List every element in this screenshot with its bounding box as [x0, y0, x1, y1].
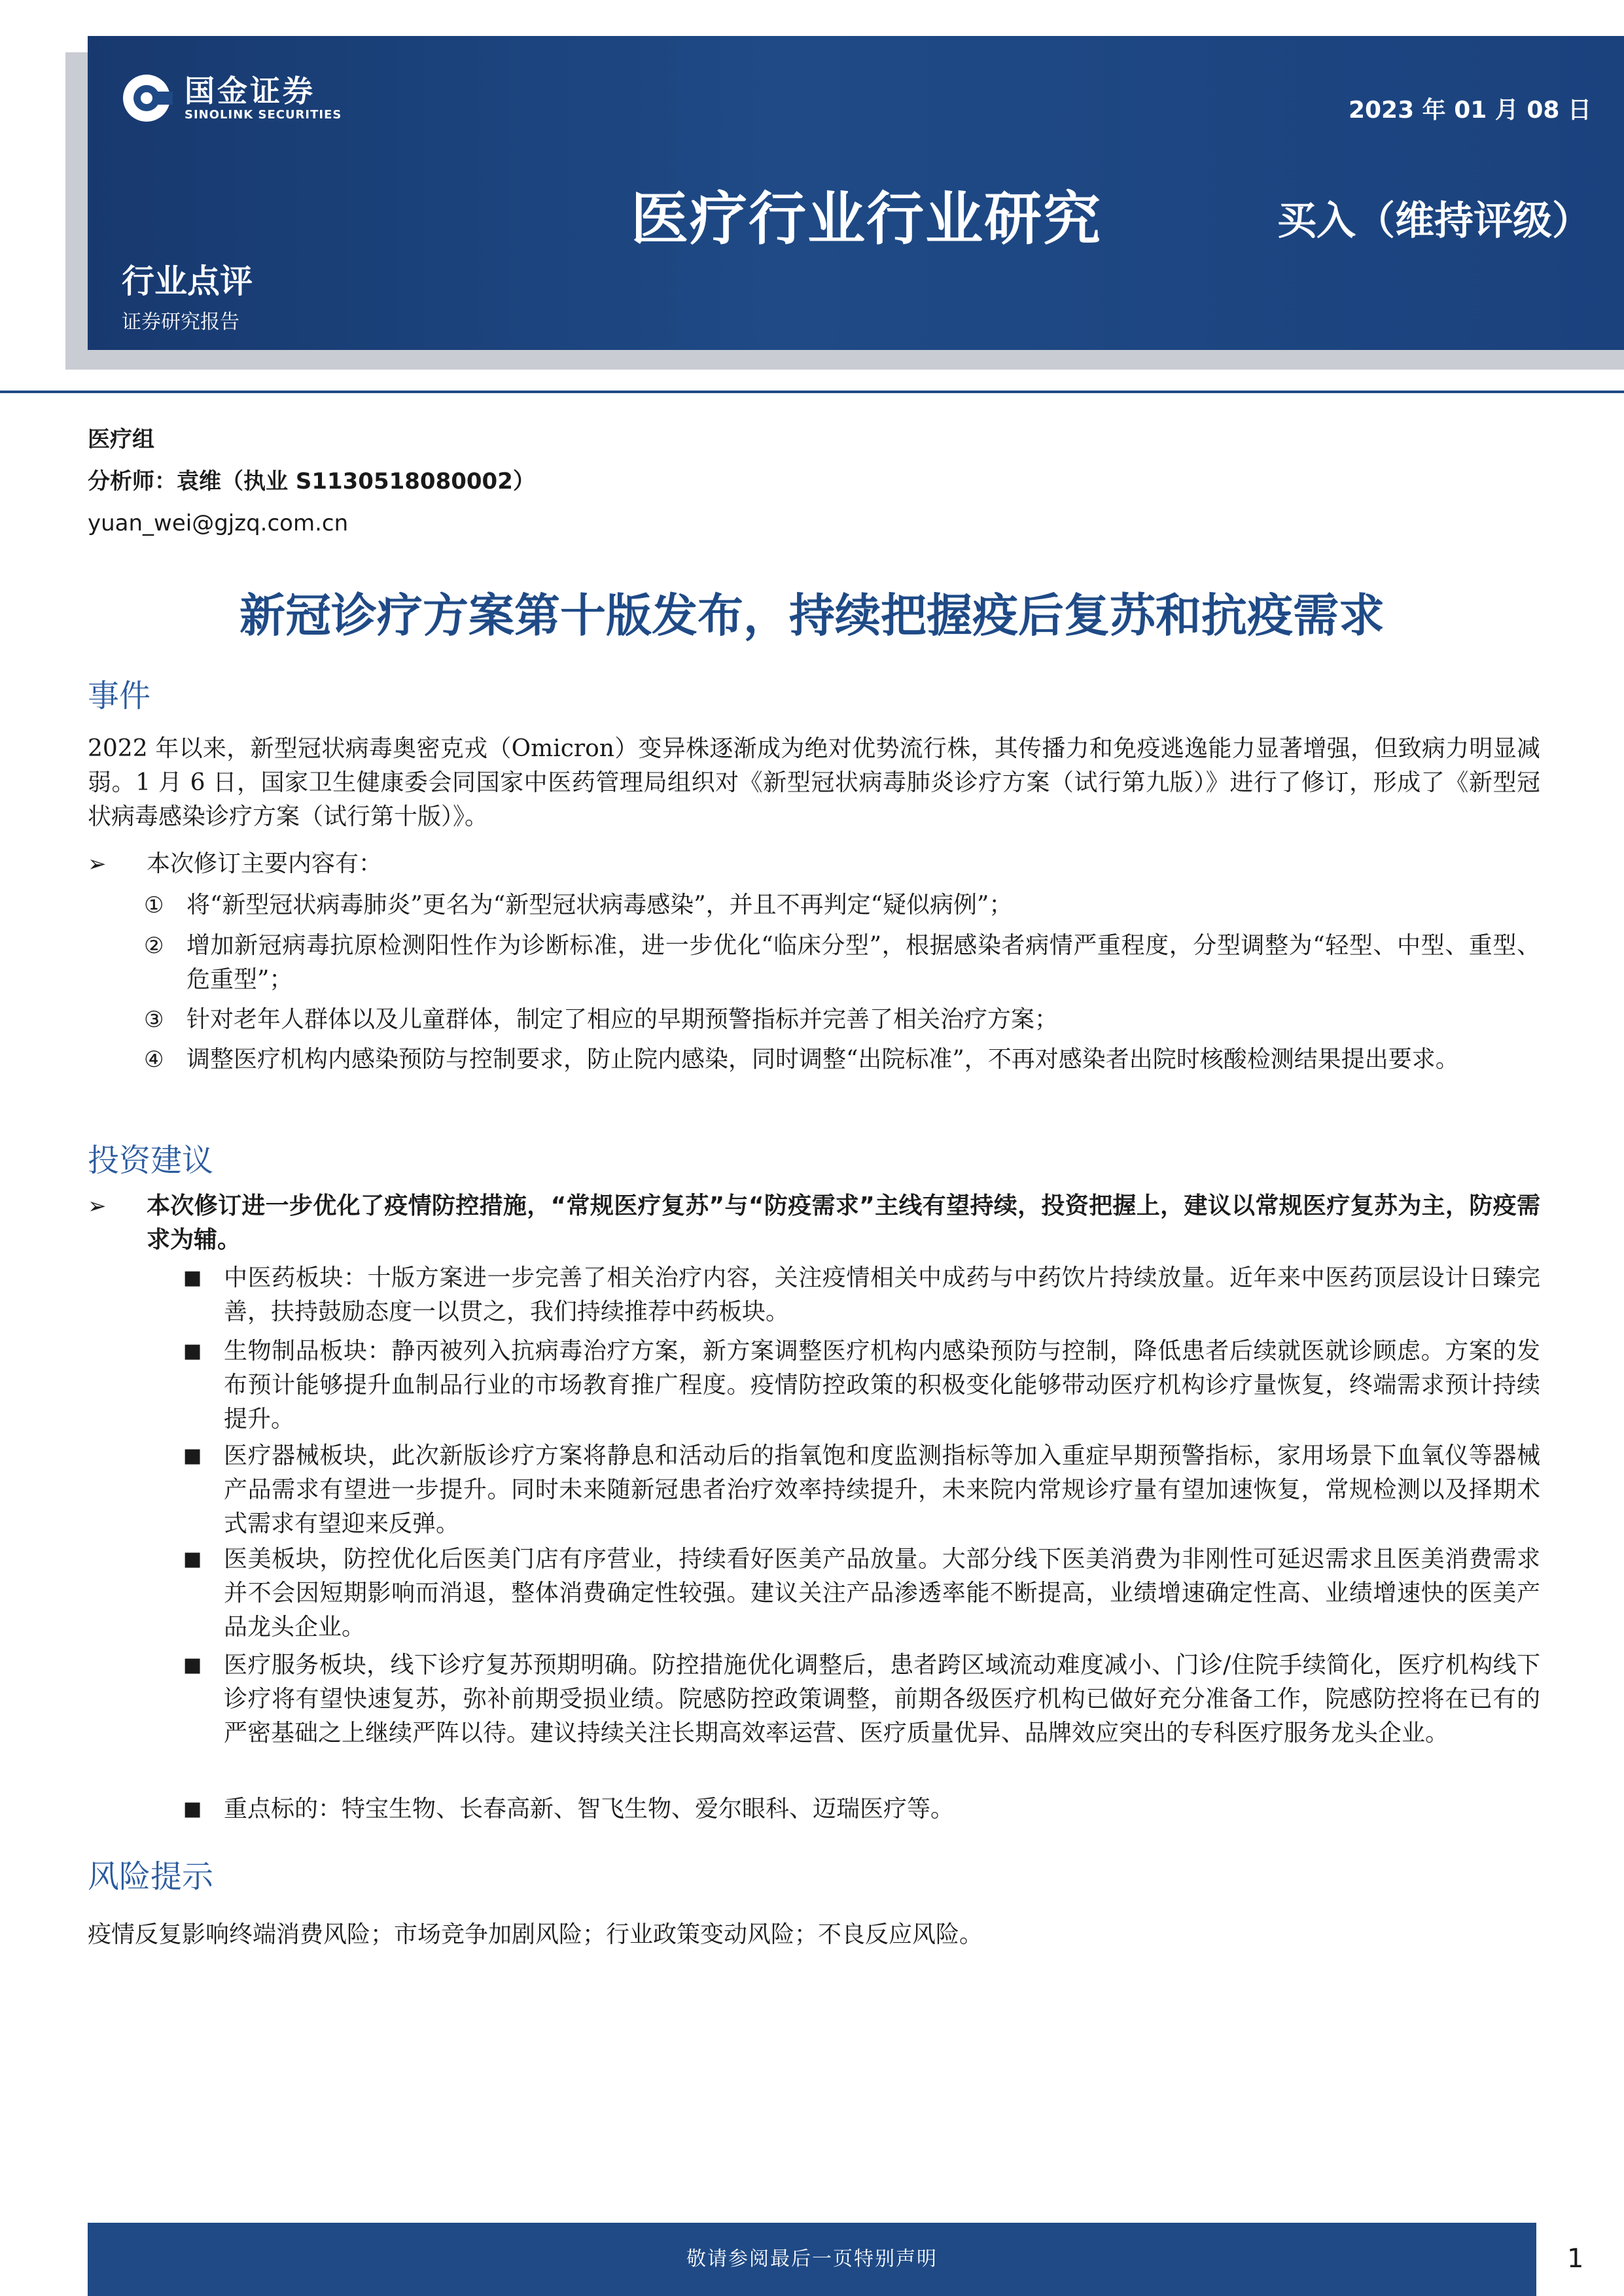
analyst-info: [88, 419, 535, 544]
circled-number-icon: ③: [144, 1007, 164, 1033]
list-item: [144, 1003, 1540, 1037]
list-item: [88, 1189, 1540, 1257]
report-date: 2023 年 01 月 08 日: [1348, 97, 1591, 124]
square-bullet-icon: ■: [183, 1798, 202, 1820]
article-title: 新冠诊疗方案第十版发布，持续把握疫后复苏和抗疫需求: [239, 589, 1385, 642]
revision-item: 增加新冠病毒抗原检测阳性作为诊断标准，进一步优化“临床分型”，根据感染者病情严重程度，分型调整为“轻型、中型、重型、危重型”；: [186, 932, 1540, 993]
investment-lead: 本次修订进一步优化了疫情防控措施，“常规医疗复苏”与“防疫需求”主线有望持续，投资把握上，建议以常规医疗复苏为主，防疫需求为辅。: [147, 1192, 1540, 1253]
revision-item: 针对老年人群体以及儿童群体，制定了相应的早期预警指标并完善了相关治疗方案；: [186, 1006, 1059, 1033]
analyst-group: 医疗组: [88, 426, 154, 453]
section-heading-risk: 风险提示: [88, 1858, 214, 1895]
square-bullet-icon: ■: [183, 1654, 202, 1677]
sector-recommendation: 生物制品板块：静丙被列入抗病毒治疗方案，新方案调整医疗机构内感染预防与控制，降低患者后续就医就诊顾虑。方案的发布预计能够提升血制品行业的市场教育推广程度。疫情防控政策的积极变化能够带动医疗机构诊疗量恢复，终端需求预计持续提升。: [224, 1338, 1540, 1433]
page-number: 1: [1567, 2244, 1584, 2274]
key-targets: 重点标的：特宝生物、长春高新、智飞生物、爱尔眼科、迈瑞医疗等。: [224, 1796, 955, 1822]
square-bullet-icon: ■: [183, 1266, 202, 1289]
sector-recommendation: 医疗器械板块，此次新版诊疗方案将静息和活动后的指氧饱和度监测指标等加入重症早期预警指标，家用场景下血氧仪等器械产品需求有望进一步提升。同时未来随新冠患者治疗效率持续提升，未来院内常规诊疗量有望加速恢复，常规检测以及择期术式需求有望迎来反弹。: [224, 1442, 1540, 1537]
revision-item: 将“新型冠状病毒肺炎”更名为“新型冠状病毒感染”，并且不再判定“疑似病例”；: [186, 892, 1013, 918]
section-heading-investment: 投资建议: [88, 1142, 214, 1179]
list-item: [183, 1439, 1540, 1541]
arrow-bullet-icon: ➢: [88, 851, 107, 877]
logo-chinese-name: 国金证券: [185, 73, 315, 109]
sinolink-logo-icon: [120, 72, 173, 124]
list-item: [183, 1334, 1540, 1436]
list-item: [144, 1043, 1540, 1077]
revision-item: 调整医疗机构内感染预防与控制要求，防止院内感染，同时调整“出院标准”，不再对感染者出院时核酸检测结果提出要求。: [186, 1046, 1459, 1073]
list-item: [183, 1792, 1540, 1826]
report-title: 医疗行业行业研究: [631, 185, 1103, 252]
list-item: [183, 1261, 1540, 1329]
analyst-email[interactable]: yuan_wei@gjzq.com.cn: [88, 510, 349, 536]
sector-recommendation: 医疗服务板块，线下诊疗复苏预期明确。防控措施优化调整后，患者跨区域流动难度减小、门诊/住院手续简化，医疗机构线下诊疗将有望快速复苏，弥补前期受损业绩。院感防控政策调整，前期各级医疗机构已做好充分准备工作，院感防控将在已有的严密基础之上继续严阵以待。建议持续关注长期高效率运营、医疗质量优异、品牌效应突出的专科医疗服务龙头企业。: [224, 1652, 1540, 1747]
doc-type: 行业点评: [122, 262, 253, 300]
footer-bar: [88, 2223, 1536, 2296]
list-intro: 本次修订主要内容有：: [147, 850, 383, 877]
company-logo: [120, 72, 342, 124]
analyst-name: 分析师：袁维（执业 S1130518080002）: [88, 468, 535, 495]
event-paragraph: 2022 年以来，新型冠状病毒奥密克戎（Omicron）变异株逐渐成为绝对优势流行株，其传播力和免疫逃逸能力显著增强，但致病力明显减弱。1 月 6 日，国家卫生健康委会同国家中医药管理局组织对《新型冠状病毒肺炎诊疗方案（试行第九版）》进行了修订，形成了《新型冠状病毒感染诊疗方案（试行第十版）》。: [88, 735, 1540, 830]
footer-disclaimer[interactable]: 敬请参阅最后一页特别声明: [686, 2248, 938, 2270]
sector-recommendation: 医美板块，防控优化后医美门店有序营业，持续看好医美产品放量。大部分线下医美消费为非刚性可延迟需求且医美消费需求并不会因短期影响而消退，整体消费确定性较强。建议关注产品渗透率能不断提高，业绩增速确定性高、业绩增速快的医美产品龙头企业。: [224, 1546, 1540, 1641]
list-item: [183, 1542, 1540, 1644]
circled-number-icon: ①: [144, 892, 164, 918]
doc-subtitle: 证券研究报告: [122, 311, 239, 334]
square-bullet-icon: ■: [183, 1444, 202, 1467]
circled-number-icon: ②: [144, 933, 164, 959]
square-bullet-icon: ■: [183, 1548, 202, 1571]
logo-english-name: SINOLINK SECURITIES: [185, 107, 342, 122]
report-header: [88, 36, 1624, 350]
section-heading-event: 事件: [88, 678, 151, 714]
list-item: [144, 929, 1540, 997]
rating-badge: 买入（维持评级）: [1277, 198, 1591, 244]
list-item: [183, 1648, 1540, 1750]
list-item: [88, 847, 1540, 881]
arrow-bullet-icon: ➢: [88, 1193, 107, 1219]
circled-number-icon: ④: [144, 1047, 164, 1073]
list-item: [144, 888, 1540, 922]
sector-recommendation: 中医药板块：十版方案进一步完善了相关治疗内容，关注疫情相关中成药与中药饮片持续放量。近年来中医药顶层设计日臻完善，扶持鼓励态度一以贯之，我们持续推荐中药板块。: [224, 1264, 1540, 1325]
square-bullet-icon: ■: [183, 1340, 202, 1363]
risk-paragraph: 疫情反复影响终端消费风险；市场竞争加剧风险；行业政策变动风险；不良反应风险。: [88, 1921, 983, 1948]
header-divider: [0, 391, 1624, 393]
